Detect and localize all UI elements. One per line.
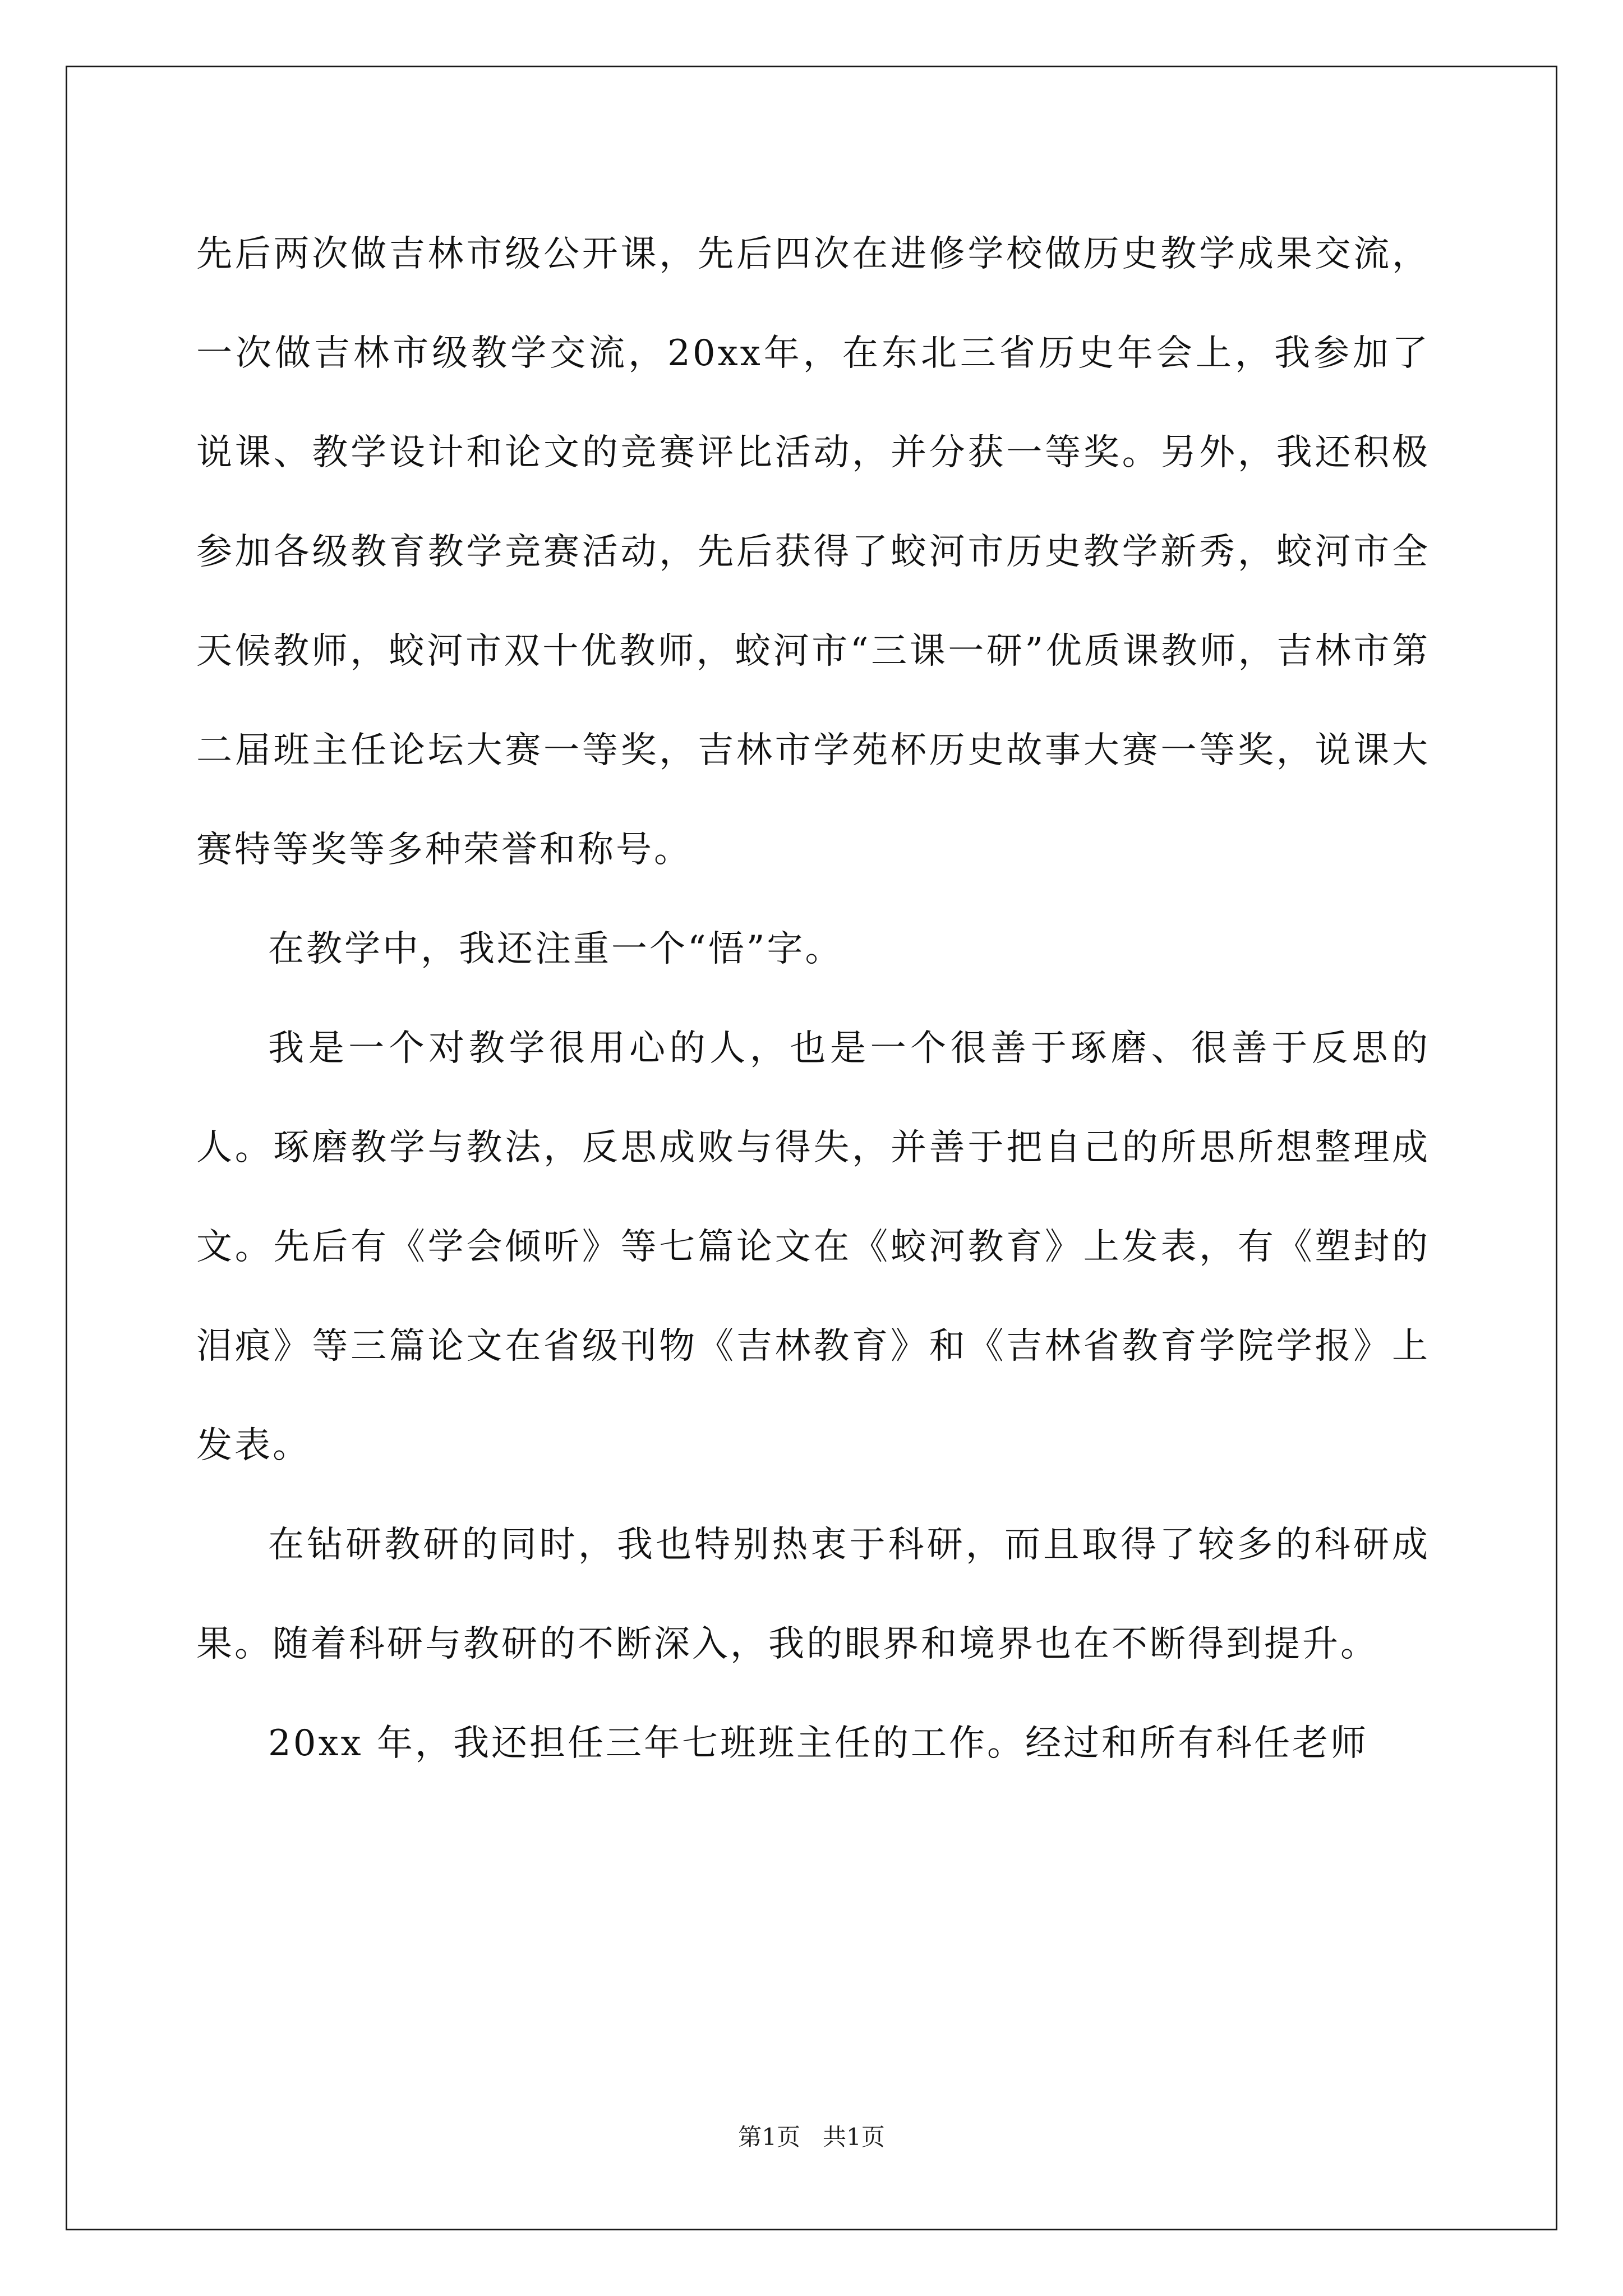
document-body bbox=[196, 205, 1430, 1793]
paragraph-reflection: 我是一个对教学很用心的人，也是一个很善于琢磨、很善于反思的人。琢磨教学与教法，反思成败与得失，并善于把自己的所思所想整理成文。先后有《学会倾听》等七篇论文在《蛟河教育》上发表，有《塑封的泪痕》等三篇论文在省级刊物《吉林教育》和《吉林省教育学院学报》上发表。 bbox=[196, 1028, 1430, 1466]
paragraph-awards: 先后两次做吉林市级公开课，先后四次在进修学校做历史教学成果交流，一次做吉林市级教学交流，20xx年，在东北三省历史年会上，我参加了说课、教学设计和论文的竞赛评比活动，并分获一等奖。另外，我还积极参加各级教育教学竞赛活动，先后获得了蛟河市历史教学新秀，蛟河市全天候教师，蛟河市双十优教师，蛟河市“三课一研”优质课教师，吉林市第二届班主任论坛大赛一等奖，吉林市学苑杯历史故事大赛一等奖，说课大赛特等奖等多种荣誉和称号。 bbox=[196, 233, 1430, 871]
paragraph-research: 在钻研教研的同时，我也特别热衷于科研，而且取得了较多的科研成果。随着科研与教研的不断深入，我的眼界和境界也在不断得到提升。 bbox=[196, 1524, 1430, 1665]
paragraph-wu-character: 在教学中，我还注重一个“悟”字。 bbox=[268, 928, 843, 970]
page-footer: 第1页 共1页 bbox=[738, 2123, 885, 2151]
paragraph-class-teacher: 20xx 年，我还担任三年七班班主任的工作。经过和所有科任老师 bbox=[268, 1723, 1368, 1764]
